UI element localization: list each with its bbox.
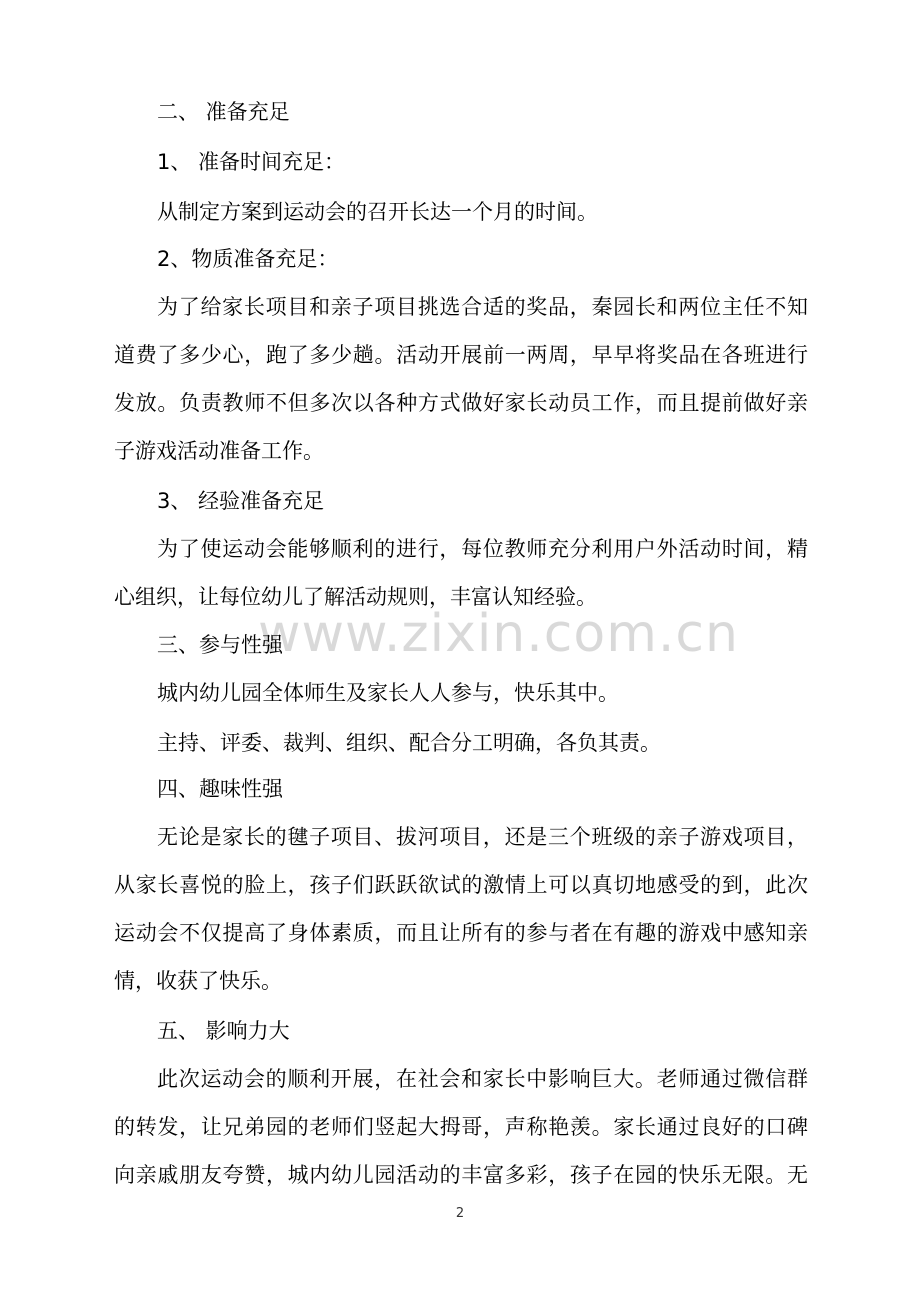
paragraph-line: 道费了多少心，跑了多少趟。活动开展前一两周，早早将奖品在各班进行	[114, 343, 808, 367]
subheading-time: 1、 准备时间充足：	[157, 150, 346, 174]
subheading-material: 2、物质准备充足：	[157, 247, 339, 271]
subheading-experience: 3、 经验准备充足	[157, 489, 325, 513]
paragraph-line: 为了使运动会能够顺利的进行，每位教师充分利用户外活动时间，精	[157, 537, 808, 561]
paragraph-line: 心组织，让每位幼儿了解活动规则，丰富认知经验。	[114, 585, 597, 609]
paragraph-line: 城内幼儿园全体师生及家长人人参与，快乐其中。	[157, 681, 619, 705]
paragraph-line: 向亲戚朋友夸赞，城内幼儿园活动的丰富多彩，孩子在园的快乐无限。无	[114, 1163, 808, 1187]
page-number: 2	[455, 1206, 465, 1221]
paragraph-line: 从制定方案到运动会的召开长达一个月的时间。	[157, 200, 598, 224]
paragraph-line: 的转发，让兄弟园的老师们竖起大拇哥，声称艳羡。家长通过良好的口碑	[114, 1115, 808, 1139]
heading-section-5: 五、 影响力大	[157, 1019, 290, 1043]
paragraph-line: 发放。负责教师不但多次以各种方式做好家长动员工作，而且提前做好亲	[114, 391, 808, 415]
paragraph-line: 此次运动会的顺利开展，在社会和家长中影响巨大。老师通过微信群	[157, 1067, 808, 1091]
paragraph-line: 运动会不仅提高了身体素质，而且让所有的参与者在有趣的游戏中感知亲	[114, 921, 808, 945]
paragraph-line: 无论是家长的毽子项目、拔河项目，还是三个班级的亲子游戏项目，	[157, 825, 808, 849]
paragraph-line: 为了给家长项目和亲子项目挑选合适的奖品，秦园长和两位主任不知	[157, 295, 808, 319]
paragraph-line: 情，收获了快乐。	[114, 969, 282, 993]
heading-section-4: 四、趣味性强	[157, 777, 283, 801]
paragraph-line: 主持、评委、裁判、组织、配合分工明确，各负其责。	[157, 731, 661, 755]
watermark: www.zixin.com.cn	[258, 604, 739, 664]
paragraph-line: 从家长喜悦的脸上，孩子们跃跃欲试的激情上可以真切地感受的到，此次	[114, 873, 808, 897]
heading-section-3: 三、参与性强	[157, 633, 283, 657]
paragraph-line: 子游戏活动准备工作。	[114, 439, 324, 463]
heading-section-2: 二、 准备充足	[157, 100, 290, 124]
